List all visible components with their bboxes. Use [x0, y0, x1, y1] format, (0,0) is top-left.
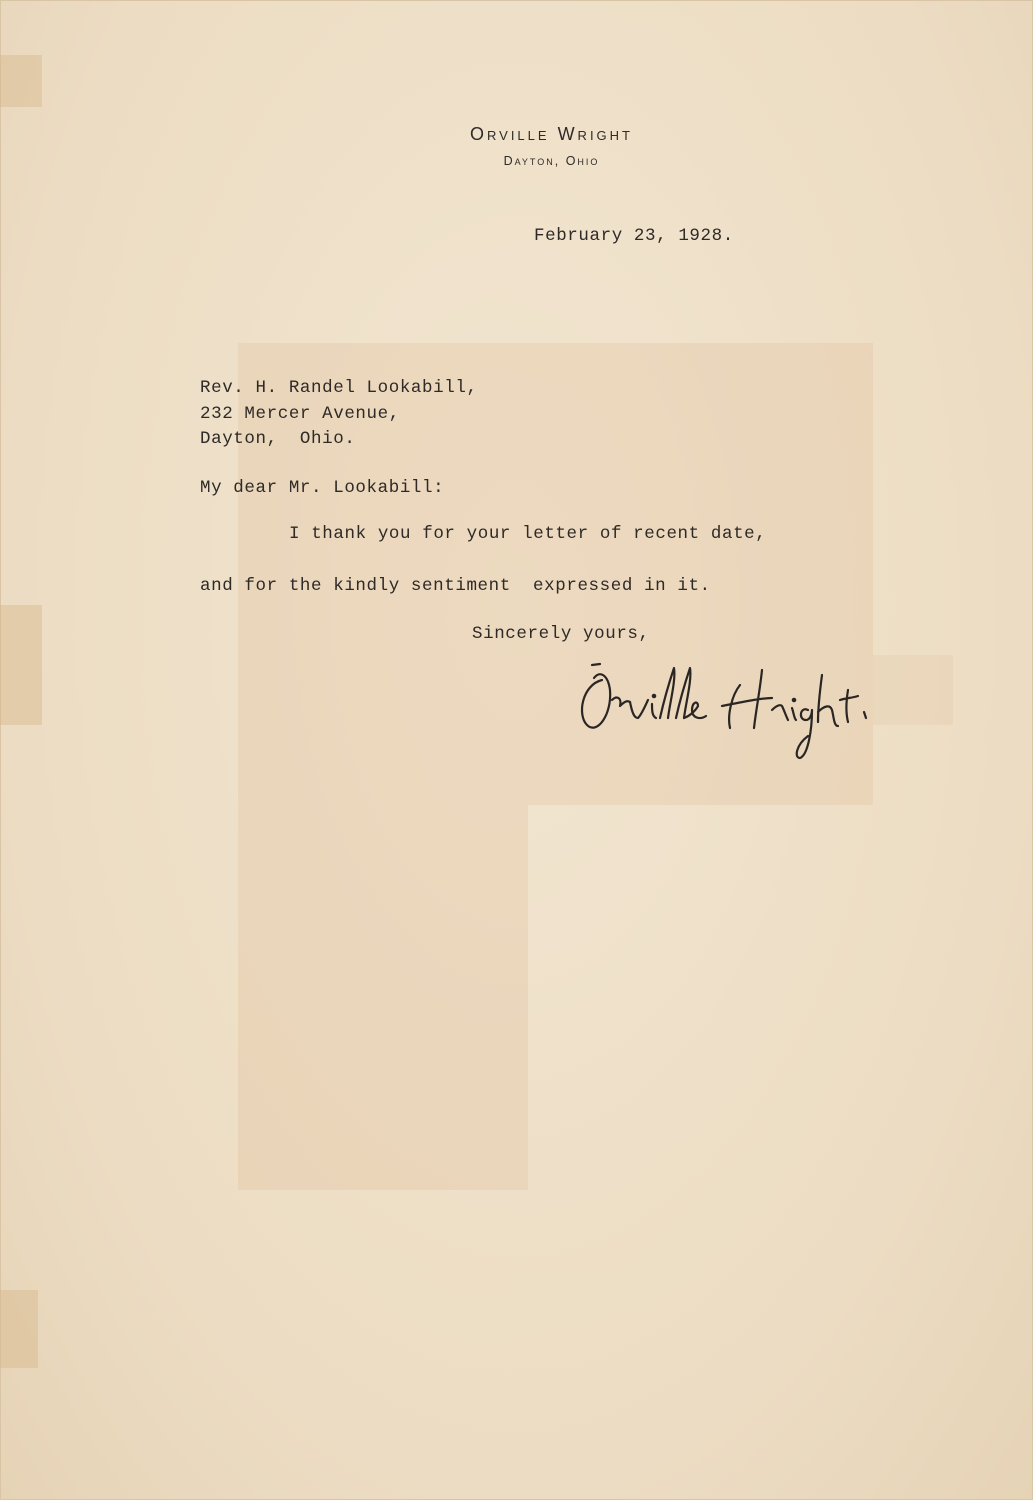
tape-residue — [0, 1290, 38, 1368]
address-line: Dayton, Ohio. — [200, 429, 356, 449]
address-line: 232 Mercer Avenue, — [200, 404, 400, 424]
body-line: and for the kindly sentiment expressed in it. — [200, 576, 711, 596]
body-line: I thank you for your letter of recent date, — [289, 524, 767, 544]
tape-residue — [0, 55, 42, 107]
handwritten-signature — [572, 640, 912, 770]
letter-date: February 23, 1928. — [534, 226, 734, 246]
address-line: Rev. H. Randel Lookabill, — [200, 378, 478, 398]
salutation: My dear Mr. Lookabill: — [200, 478, 445, 498]
letterhead-city: Dayton, Ohio — [503, 154, 600, 168]
paper-stain — [238, 805, 528, 1190]
letterhead-name: Orville Wright — [470, 124, 633, 144]
tape-residue — [0, 605, 42, 725]
closing: Sincerely yours, — [472, 624, 650, 644]
